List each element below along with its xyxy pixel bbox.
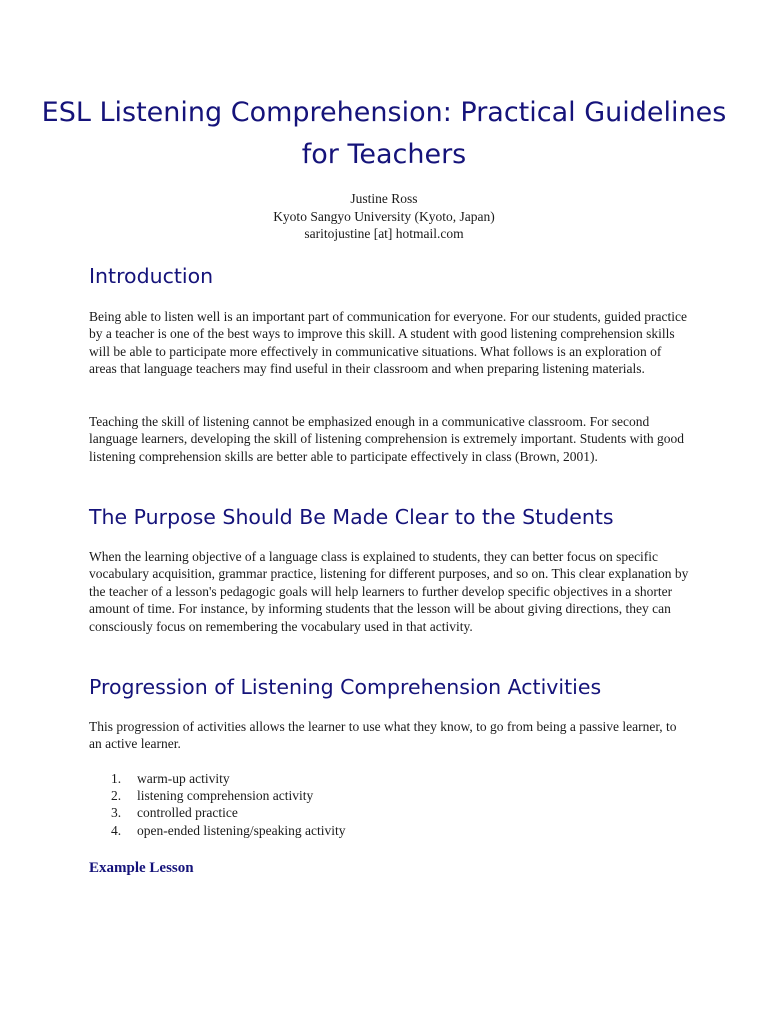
list-item-number: 1. (111, 771, 122, 786)
subheading-example-lesson: Example Lesson (89, 860, 194, 876)
intro-paragraph-1: Being able to listen well is an important part of communication for everyone. For our students, guided practice by a teacher is one of the best ways to improve this skill. A student with good listening comprehension skills will be able to participate more effectively in communicative situations. What follows is an exploration of areas that language teachers may find useful in their classroom and when preparing listening materials. (89, 309, 687, 377)
document-title: ESL Listening Comprehension: Practical Guidelines for Teachers (41, 97, 727, 170)
author-block (40, 190, 728, 243)
list-item (89, 822, 609, 839)
list-item (89, 804, 609, 821)
section-heading-purpose: The Purpose Should Be Made Clear to the Students (89, 505, 614, 529)
section-heading-progression: Progression of Listening Comprehension Activities (89, 675, 602, 699)
author-email: saritojustine [at] hotmail.com (304, 226, 464, 241)
list-item-number: 3. (111, 805, 122, 821)
list-item-number: 2. (111, 788, 122, 804)
list-item-text: controlled practice (137, 805, 238, 821)
purpose-paragraph: When the learning objective of a language class is explained to students, they can better focus on specific vocabulary acquisition, grammar practice, listening for different purposes, and so on. This clear explanation by the teacher of a lesson's pedagogic goals will help learners to further develop specific objectives in a shorter amount of time. For instance, by informing students that the lesson will be about giving directions, they can consciously focus on remembering the vocabulary used in that activity. (89, 549, 689, 634)
list-item-number: 4. (111, 822, 122, 838)
author-affiliation: Kyoto Sangyo University (Kyoto, Japan) (273, 208, 495, 224)
author-name: Justine Ross (350, 191, 418, 206)
intro-paragraph-2: Teaching the skill of listening cannot be emphasized enough in a communicative classroom. For second language learners, developing the skill of listening comprehension is extremely important. Students with good listening comprehension skills are better able to participate effectively in class (Brown, 2001). (89, 414, 685, 464)
section-heading-introduction: Introduction (89, 264, 214, 288)
progression-paragraph: This progression of activities allows the learner to use what they know, to go from being a passive learner, to an active learner. (89, 719, 677, 752)
list-item-text: listening comprehension activity (137, 788, 314, 804)
activity-list (89, 770, 609, 839)
list-item-text: open-ended listening/speaking activity (137, 822, 346, 838)
list-item (89, 770, 609, 787)
list-item-text: warm-up activity (137, 771, 230, 786)
list-item (89, 787, 609, 804)
